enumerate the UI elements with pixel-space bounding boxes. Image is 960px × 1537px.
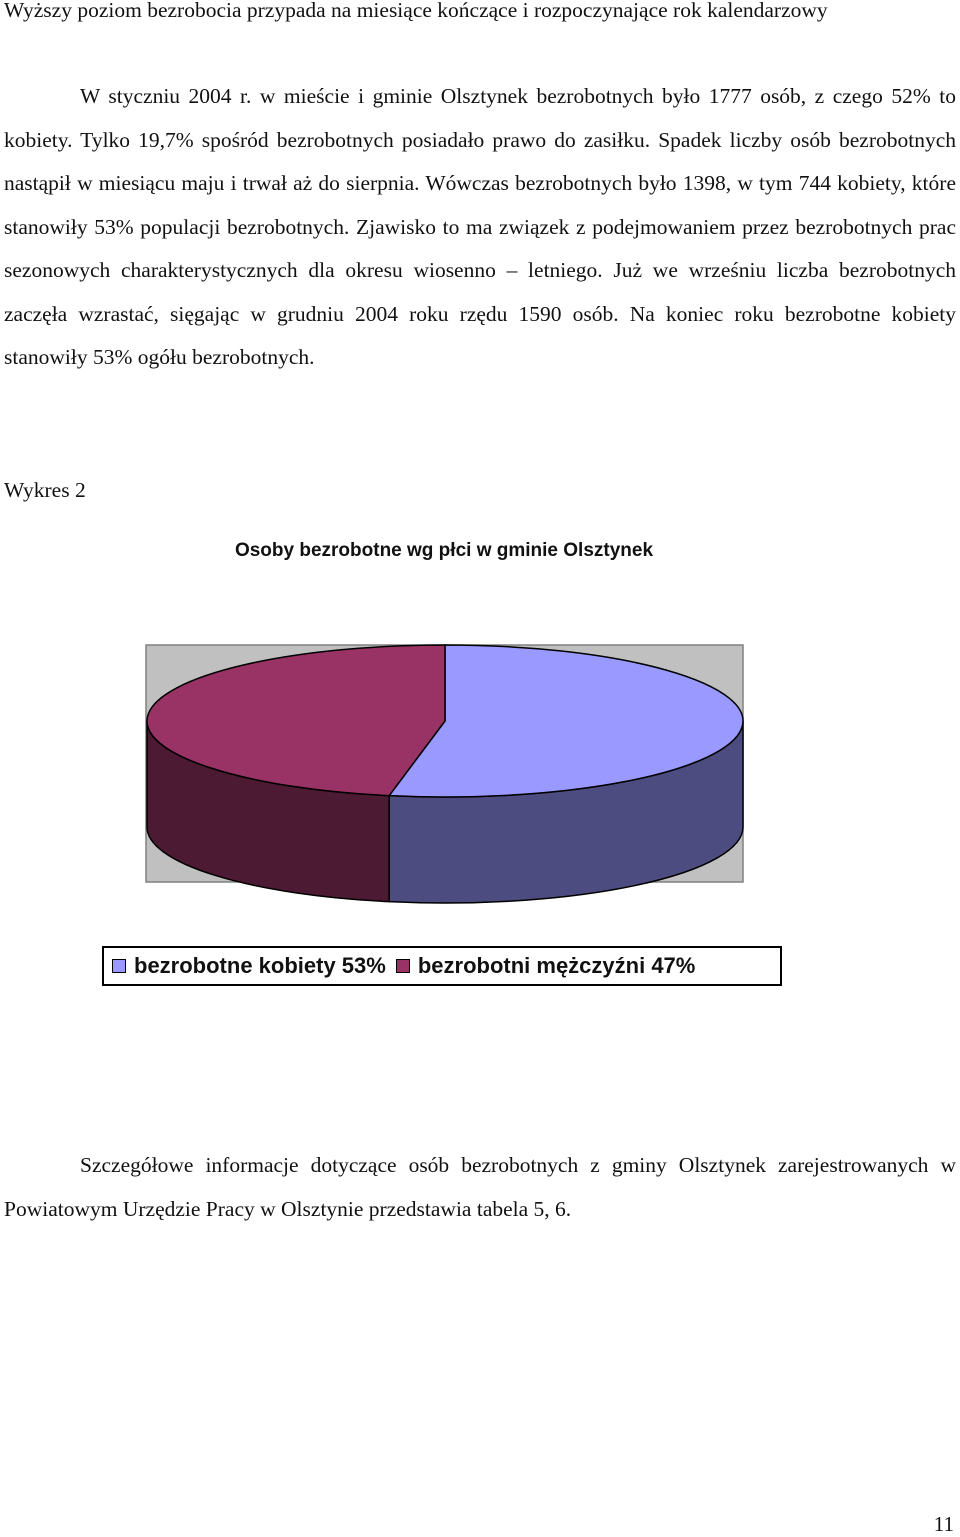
legend-swatch-women xyxy=(112,959,126,973)
legend-label-men: bezrobotni mężczyźni 47% xyxy=(417,953,696,978)
chart-title: Osoby bezrobotne wg płci w gminie Olsztynek xyxy=(234,540,654,561)
paragraph-unemployment-2004: W styczniu 2004 r. w mieście i gminie Olsztynek bezrobotnych było 1777 osób, z czego 52% to kobiety. Tylko 19,7% spośród bezrobotnych posiadało prawo do zasiłku. Spadek liczby osób bezrobotnych nastąpił w miesiącu maju i trwał aż do sierpnia. Wówczas bezrobotnych było 1398, w tym 744 kobiety, które stanowiły 53% populacji bezrobotnych. Zjawisko to ma związek z podejmowaniem przez bezrobotnych prac sezonowych charakterystycznych dla okresu wiosenno – letniego. Już we wrześniu liczba bezrobotnych zaczęła wzrastać, sięgając w grudniu 2004 roku rzędu 1590 osób. Na koniec roku bezrobotne kobiety stanowiły 53% ogółu bezrobotnych. xyxy=(4,84,956,369)
legend-swatch-men xyxy=(396,959,410,973)
legend-item-women xyxy=(112,953,386,979)
chart-legend xyxy=(102,946,782,986)
legend-item-men xyxy=(396,953,696,979)
figure-label: Wykres 2 xyxy=(4,478,86,502)
paragraph-details: Szczegółowe informacje dotyczące osób bezrobotnych z gminy Olsztynek zarejestrowanych w Powiatowym Urzędzie Pracy w Olsztynie przedstawia tabela 5, 6. xyxy=(4,1153,956,1221)
page-number: 11 xyxy=(933,1512,954,1536)
paragraph-intro: Wyższy poziom bezrobocia przypada na miesiące kończące i rozpoczynające rok kalendarzowy xyxy=(4,0,828,22)
legend-label-women: bezrobotne kobiety 53% xyxy=(134,953,386,978)
